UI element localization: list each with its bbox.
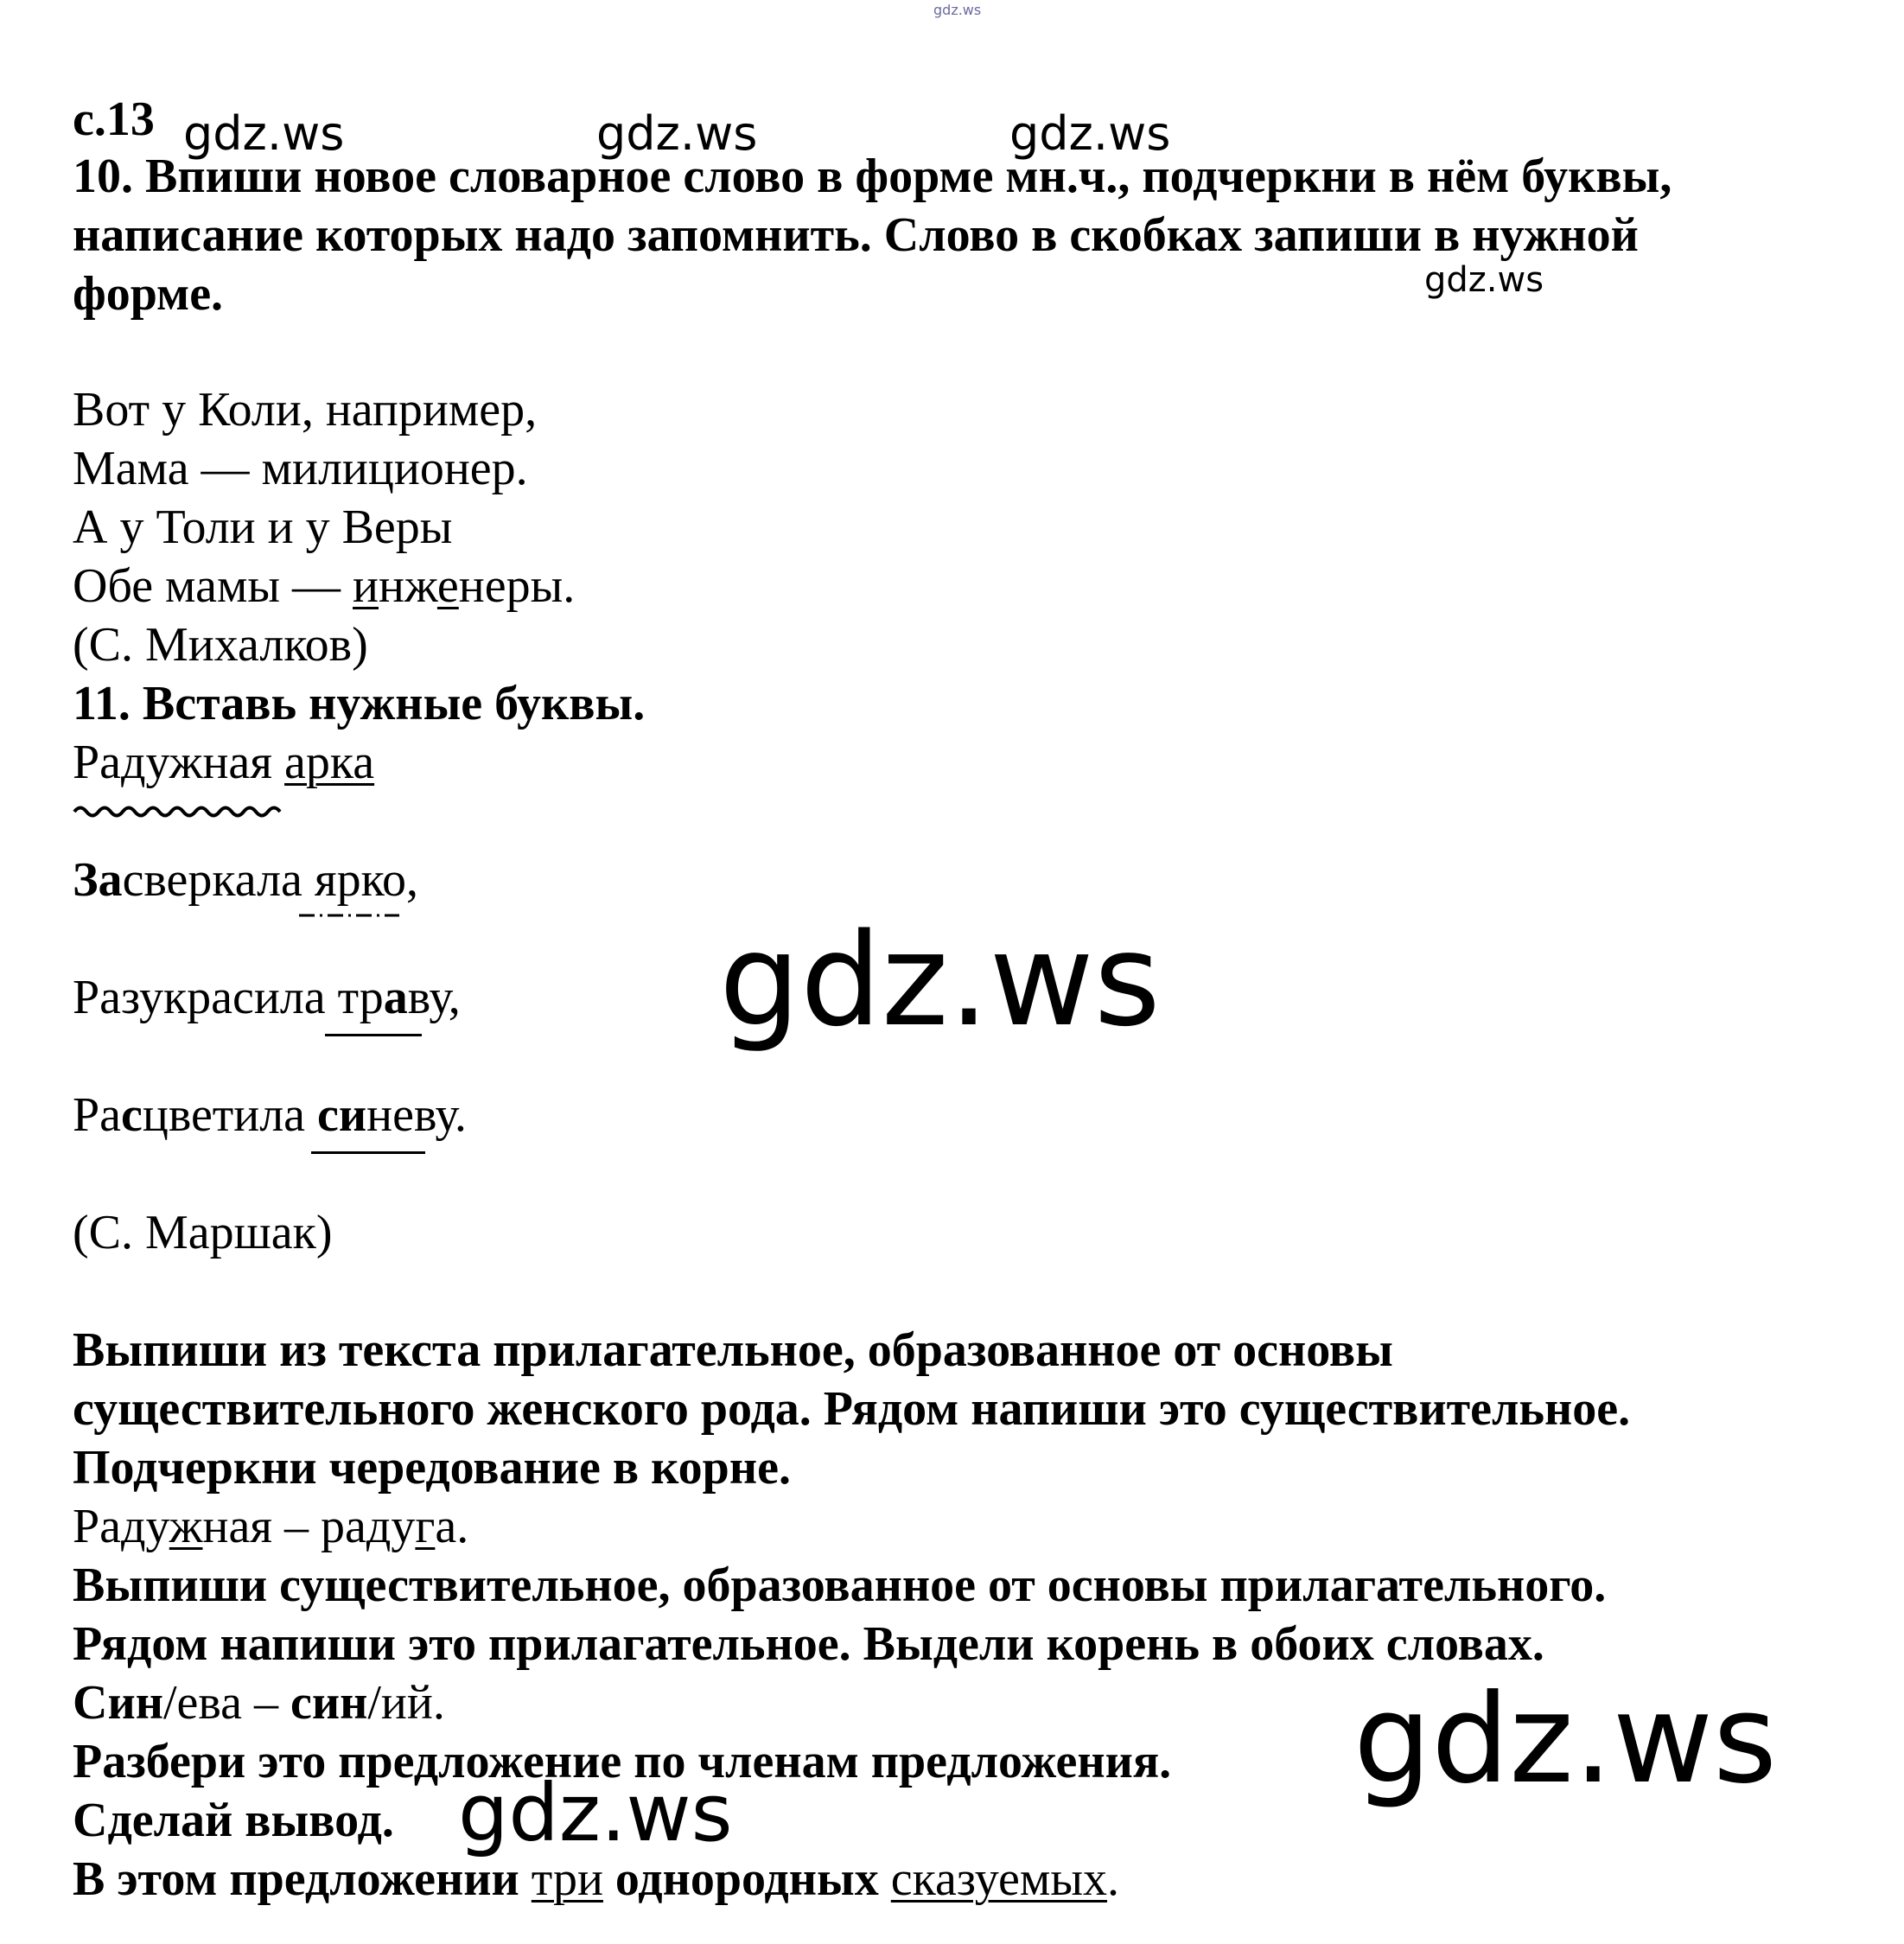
inserted-letter: с [121, 1088, 143, 1142]
task11-poem-line1 [73, 733, 374, 792]
text: ву, [407, 971, 461, 1024]
task10-poem-author: (С. Михалков) [73, 618, 368, 672]
inserted-letter: с [317, 1088, 339, 1142]
object-underline-mark [311, 1151, 425, 1154]
task11-poem-line2 [73, 851, 418, 909]
text: а. [435, 1500, 469, 1553]
root: Син [73, 1676, 163, 1730]
watermark: gdz.ws [596, 106, 758, 161]
text: Раду [73, 1500, 169, 1553]
task11-question1-line2: существительного женского рода. Рядом напиши это существительное. [73, 1382, 1631, 1436]
text: неву. [366, 1088, 467, 1142]
task11-question2-line1: Выпиши существительное, образованное от основы прилагательного. [73, 1558, 1607, 1612]
task11-poem-author: (С. Маршак) [73, 1206, 333, 1259]
text: . [1106, 1852, 1119, 1906]
watermark-large: gdz.ws [1353, 1668, 1778, 1811]
inserted-letter: а [383, 971, 408, 1024]
task10-heading-line3: форме. [73, 267, 224, 321]
task11-question3-line2: Сделай вывод. [73, 1794, 394, 1847]
text: /ий. [367, 1676, 445, 1730]
alternation-letter: г [415, 1500, 436, 1553]
object-underline-mark [325, 1034, 422, 1036]
task11-question2-line2: Рядом напиши это прилагательное. Выдели корень в обоих словах. [73, 1617, 1544, 1671]
task11-question3-line1: Разбери это предложение по членам предложения. [73, 1735, 1172, 1788]
text: ная – раду [202, 1500, 416, 1553]
underlined-word: сказуемых [890, 1852, 1107, 1906]
text: сверкала [122, 853, 315, 907]
task11-question1-line3: Подчеркни чередование в корне. [73, 1441, 791, 1495]
task10-heading-line2: написание которых надо запомнить. Слово в скобках запиши в нужной [73, 208, 1639, 262]
watermark: gdz.ws [183, 106, 345, 161]
wavy-underline-mark [73, 802, 289, 821]
inserted-letter: и [338, 1088, 367, 1142]
underlined-letter: е [436, 559, 459, 613]
text: Разукрасила тр [73, 971, 384, 1024]
text: /ева – [162, 1676, 290, 1730]
watermark: gdz.ws [458, 1767, 733, 1859]
task11-answer1 [73, 1497, 468, 1556]
task11-answer2 [73, 1673, 445, 1732]
subject-word: арка [284, 736, 375, 789]
task11-question1-line1: Выпиши из текста прилагательное, образованное от основы [73, 1323, 1393, 1377]
inserted-letters: За [73, 853, 123, 907]
text: цветила [142, 1088, 318, 1142]
underlined-letter: и [353, 559, 379, 613]
watermark: gdz.ws [1424, 260, 1544, 300]
text: Обе мамы — [73, 559, 353, 613]
underlined-word: три [531, 1852, 603, 1906]
text: нж [379, 559, 437, 613]
task11-poem-line4 [73, 1086, 467, 1144]
text: Ра [73, 1088, 121, 1142]
alternation-letter: ж [169, 1500, 203, 1553]
text: Радужная [73, 736, 285, 789]
adverb-word: ярко, [314, 853, 419, 907]
dash-dot-underline-mark [297, 909, 401, 921]
text: . [563, 559, 576, 613]
task10-poem-line2: Мама — милиционер. [73, 442, 528, 495]
task10-poem-line1: Вот у Коли, например, [73, 383, 538, 437]
text: неры [458, 559, 564, 613]
root: син [290, 1676, 368, 1730]
task10-poem-line4 [73, 557, 575, 615]
task11-poem-line3 [73, 968, 461, 1027]
watermark-top-small: gdz.ws [933, 2, 982, 18]
text: В этом предложении [73, 1852, 532, 1906]
task11-heading: 11. Вставь нужные буквы. [73, 677, 646, 730]
answer-word [353, 559, 563, 613]
watermark: gdz.ws [1009, 106, 1171, 161]
task10-poem-line3: А у Толи и у Веры [73, 500, 453, 554]
task10-heading-line1: 10. Впиши новое словарное слово в форме мн.ч., подчеркни в нём буквы, [73, 150, 1672, 203]
text: однородных [602, 1852, 891, 1906]
watermark-large: gdz.ws [719, 906, 1161, 1055]
page-number: с.13 [73, 92, 155, 146]
